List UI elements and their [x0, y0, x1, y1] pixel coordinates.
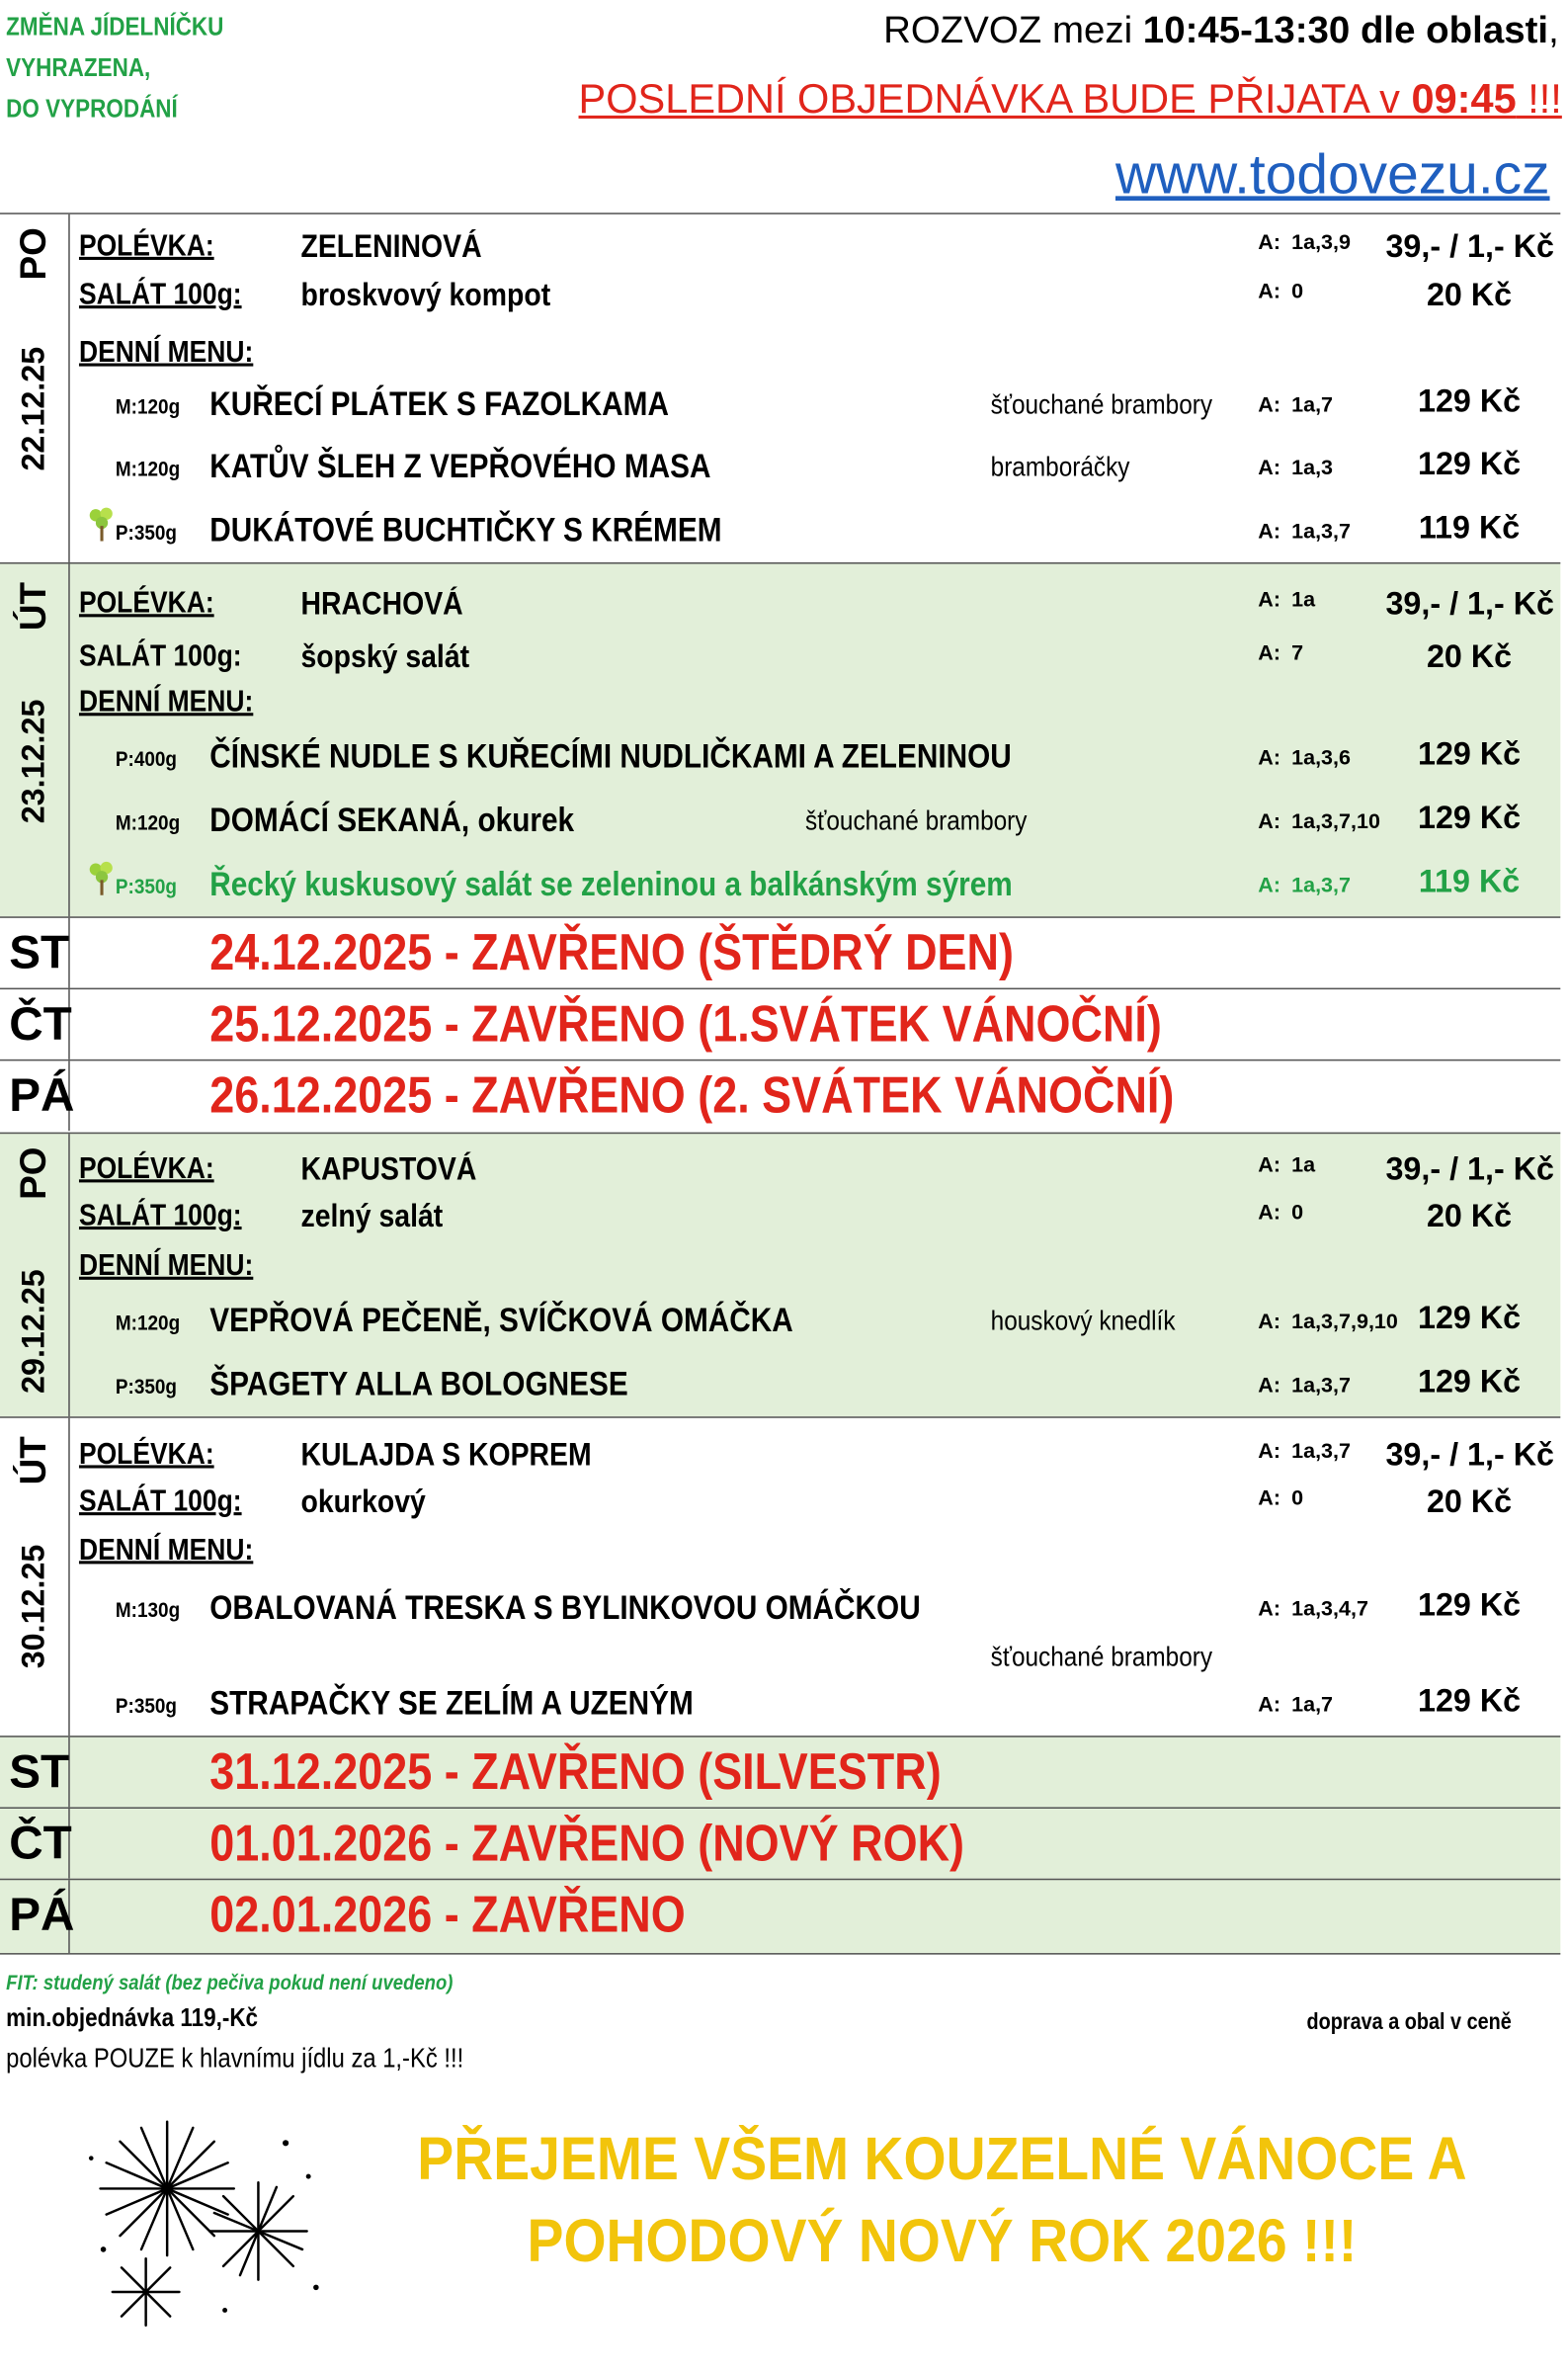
soup-label: POLÉVKA: [78, 586, 214, 621]
allergens: A: 1a,3,6 [1258, 744, 1352, 770]
day-name: ÚT [13, 1436, 55, 1485]
allergens: A: 1a [1258, 586, 1316, 612]
allergens: A: 1a,3,4,7 [1258, 1595, 1368, 1621]
day-date: 23.12.25 [16, 699, 52, 824]
menu-change-notice [6, 6, 223, 129]
vegetarian-icon [85, 505, 119, 545]
dish-price: 129 Kč [1417, 1588, 1522, 1624]
dish-side: šťouchané brambory [990, 388, 1213, 420]
salad-row [0, 639, 1560, 685]
order-suffix: !!! [1516, 75, 1562, 123]
daily-menu-label: DENNÍ MENU: [78, 1249, 254, 1283]
dish-side: houskový knedlík [990, 1305, 1176, 1336]
dish-row [0, 1684, 1560, 1730]
daily-menu-label: DENNÍ MENU: [78, 335, 254, 370]
dish-price: 119 Kč [1418, 510, 1521, 547]
closed-day-name: ST [0, 1737, 70, 1808]
fit-note: FIT: studený salát (bez pečiva pokud není uvedeno) [6, 1969, 454, 1994]
dish-side: bramboráčky [990, 451, 1130, 482]
day-name: PO [13, 1146, 55, 1200]
salad-label: SALÁT 100g: [78, 1199, 242, 1233]
dish-row-fit [0, 865, 1560, 910]
closed-day-name: ST [0, 918, 70, 988]
soup-row [0, 1152, 1560, 1198]
dish-row [0, 447, 1560, 492]
soup-label: POLÉVKA: [78, 1437, 214, 1472]
allergens: A: 1a,7 [1258, 391, 1334, 417]
soup-row [0, 1438, 1560, 1483]
dish-name: ČÍNSKÉ NUDLE S KUŘECÍMI NUDLIČKAMI A ZELENINOU [209, 736, 1012, 776]
dish-weight: M:120g [115, 393, 181, 418]
salad-price: 20 Kč [1426, 639, 1513, 675]
salad-row [0, 1199, 1560, 1244]
dish-weight: P:350g [115, 1693, 178, 1718]
allergens: A: 1a,3,7 [1258, 518, 1352, 543]
closed-day-row [0, 1059, 1560, 1131]
closed-day-row [0, 1879, 1560, 1955]
dish-price: 129 Kč [1417, 1364, 1522, 1400]
allergens: A: 1a,3,7 [1258, 872, 1352, 897]
soup-name: KULAJDA S KOPREM [300, 1437, 592, 1474]
dish-name: KUŘECÍ PLÁTEK S FAZOLKAMA [209, 384, 669, 423]
soup-price: 39,- / 1,- Kč [1385, 586, 1555, 622]
dish-weight: M:120g [115, 1310, 181, 1335]
salad-label: SALÁT 100g: [78, 278, 242, 312]
day-block-ut-30 [0, 1416, 1560, 1736]
salad-name: zelný salát [300, 1199, 444, 1234]
soup-price: 39,- / 1,- Kč [1385, 229, 1555, 265]
salad-name: okurkový [300, 1484, 426, 1520]
dish-name: DUKÁTOVÉ BUCHTIČKY S KRÉMEM [209, 510, 722, 550]
dish-weight: P:350g [115, 519, 178, 545]
salad-price: 20 Kč [1426, 1199, 1513, 1234]
day-block-po-22 [0, 212, 1560, 562]
dish-price: 129 Kč [1417, 736, 1522, 773]
allergens: A: 0 [1258, 1199, 1304, 1224]
dish-name: KATŮV ŠLEH Z VEPŘOVÉHO MASA [209, 447, 711, 485]
dish-price: 129 Kč [1417, 1301, 1522, 1336]
dish-price: 129 Kč [1417, 1683, 1522, 1720]
delivery-suffix: , [1548, 9, 1559, 52]
dish-weight: M:120g [115, 809, 181, 835]
daily-menu-row [0, 336, 1560, 381]
day-date: 30.12.25 [16, 1544, 52, 1669]
dish-name: DOMÁCÍ SEKANÁ, okurek [209, 801, 575, 839]
day-name: PO [13, 227, 55, 281]
daily-menu-label: DENNÍ MENU: [78, 685, 254, 720]
soup-price: 39,- / 1,- Kč [1385, 1437, 1555, 1474]
allergens: A: 0 [1258, 1484, 1304, 1510]
salad-name: šopský salát [300, 639, 470, 675]
closed-day-text: 25.12.2025 - ZAVŘENO (1.SVÁTEK VÁNOČNÍ) [209, 995, 1162, 1054]
soup-price: 39,- / 1,- Kč [1385, 1151, 1555, 1188]
salad-row [0, 278, 1560, 323]
salad-label: SALÁT 100g: [78, 1484, 242, 1519]
closed-day-row [0, 1736, 1560, 1807]
soup-label: POLÉVKA: [78, 229, 214, 264]
delivery-note: doprava a obal v ceně [1306, 2008, 1512, 2036]
allergens: A: 1a,3 [1258, 454, 1334, 479]
closed-day-row [0, 988, 1560, 1059]
dish-name: STRAPAČKY SE ZELÍM A UZENÝM [209, 1683, 694, 1723]
daily-menu-row [0, 686, 1560, 731]
fireworks-icon [73, 2097, 339, 2348]
allergens: A: 1a,3,7 [1258, 1437, 1352, 1463]
closed-day-name: ČT [0, 1809, 70, 1879]
dish-row [0, 1365, 1560, 1410]
dish-name: Řecký kuskusový salát se zeleninou a balkánským sýrem [209, 865, 1013, 903]
dish-row [0, 737, 1560, 783]
closed-day-text: 02.01.2026 - ZAVŘENO [209, 1886, 686, 1944]
closed-day-name: PÁ [0, 1060, 70, 1131]
wishes-line-2: POHODOVÝ NOVÝ ROK 2026 !!! [527, 2208, 1358, 2276]
notice-line: ZMĚNA JÍDELNÍČKU [6, 12, 224, 42]
closed-day-text: 26.12.2025 - ZAVŘENO (2. SVÁTEK VÁNOČNÍ) [209, 1066, 1175, 1125]
allergens: A: 1a,3,7,10 [1258, 808, 1380, 833]
closed-day-text: 31.12.2025 - ZAVŘENO (SILVESTR) [209, 1742, 942, 1802]
allergens: A: 1a,3,9 [1258, 229, 1352, 254]
dish-price: 129 Kč [1417, 801, 1522, 836]
daily-menu-row [0, 1249, 1560, 1295]
dish-name: ŠPAGETY ALLA BOLOGNESE [209, 1364, 628, 1403]
allergens: A: 1a,7 [1258, 1691, 1334, 1717]
min-order-note: min.objednávka 119,-Kč [6, 2002, 259, 2033]
salad-price: 20 Kč [1426, 278, 1513, 313]
delivery-prefix: ROZVOZ mezi [883, 9, 1143, 52]
vegetarian-icon [85, 859, 119, 898]
closed-day-text: 24.12.2025 - ZAVŘENO (ŠTĚDRÝ DEN) [209, 923, 1014, 982]
dish-row [0, 384, 1560, 430]
salad-name: broskvový kompot [300, 278, 551, 313]
salad-row [0, 1484, 1560, 1530]
day-date: 22.12.25 [16, 346, 52, 471]
closed-day-row [0, 916, 1560, 987]
website-link[interactable]: www.todovezu.cz [1114, 142, 1550, 206]
allergens: A: 1a,3,7,9,10 [1258, 1309, 1398, 1333]
dish-weight: P:350g [115, 874, 178, 898]
dish-price: 129 Kč [1417, 384, 1522, 420]
notice-line: DO VYPRODÁNÍ [6, 94, 178, 124]
soup-row [0, 229, 1560, 275]
dish-row [0, 1301, 1560, 1346]
last-order-info [579, 76, 1562, 124]
dish-weight: P:400g [115, 746, 178, 771]
allergens: A: 7 [1258, 639, 1304, 665]
dish-name: OBALOVANÁ TRESKA S BYLINKOVOU OMÁČKOU [209, 1588, 921, 1627]
allergens: A: 1a,3,7 [1258, 1372, 1352, 1398]
dish-weight: M:120g [115, 456, 181, 480]
delivery-info [883, 9, 1559, 53]
dish-name: VEPŘOVÁ PEČENĚ, SVÍČKOVÁ OMÁČKA [209, 1301, 793, 1339]
soup-row [0, 587, 1560, 633]
wishes-line-1: PŘEJEME VŠEM KOUZELNÉ VÁNOCE A [417, 2126, 1467, 2194]
closed-day-text: 01.01.2026 - ZAVŘENO (NOVÝ ROK) [209, 1815, 965, 1873]
dish-side: šťouchané brambory [805, 805, 1028, 836]
dish-side: šťouchané brambory [990, 1641, 1213, 1672]
order-prefix: POSLEDNÍ OBJEDNÁVKA BUDE PŘIJATA v [578, 75, 1412, 123]
day-block-ut-23 [0, 562, 1560, 916]
soup-name: ZELENINOVÁ [300, 229, 482, 265]
order-time: 09:45 [1411, 75, 1517, 123]
soup-label: POLÉVKA: [78, 1151, 214, 1186]
salad-label: SALÁT 100g: [78, 639, 242, 674]
soup-name: KAPUSTOVÁ [300, 1151, 477, 1188]
dish-weight: M:130g [115, 1597, 181, 1622]
notice-line: VYHRAZENA, [6, 52, 151, 83]
allergens: A: 1a [1258, 1151, 1316, 1177]
closed-day-name: PÁ [0, 1880, 70, 1953]
delivery-time: 10:45-13:30 dle oblasti [1142, 9, 1549, 52]
dish-price: 119 Kč [1418, 865, 1521, 900]
day-block-po-29 [0, 1133, 1560, 1417]
closed-day-name: ČT [0, 989, 70, 1059]
day-date: 29.12.25 [16, 1269, 52, 1394]
soup-note: polévka POUZE k hlavnímu jídlu za 1,-Kč !!! [6, 2042, 464, 2074]
dish-weight: P:350g [115, 1374, 178, 1398]
closed-day-row [0, 1807, 1560, 1878]
daily-menu-row [0, 1534, 1560, 1579]
dish-price: 129 Kč [1417, 447, 1522, 482]
dish-row [0, 801, 1560, 846]
day-name: ÚT [13, 581, 55, 632]
dish-row [0, 511, 1560, 556]
allergens: A: 0 [1258, 278, 1304, 303]
soup-name: HRACHOVÁ [300, 586, 463, 622]
daily-menu-label: DENNÍ MENU: [78, 1533, 254, 1568]
salad-price: 20 Kč [1426, 1484, 1513, 1520]
